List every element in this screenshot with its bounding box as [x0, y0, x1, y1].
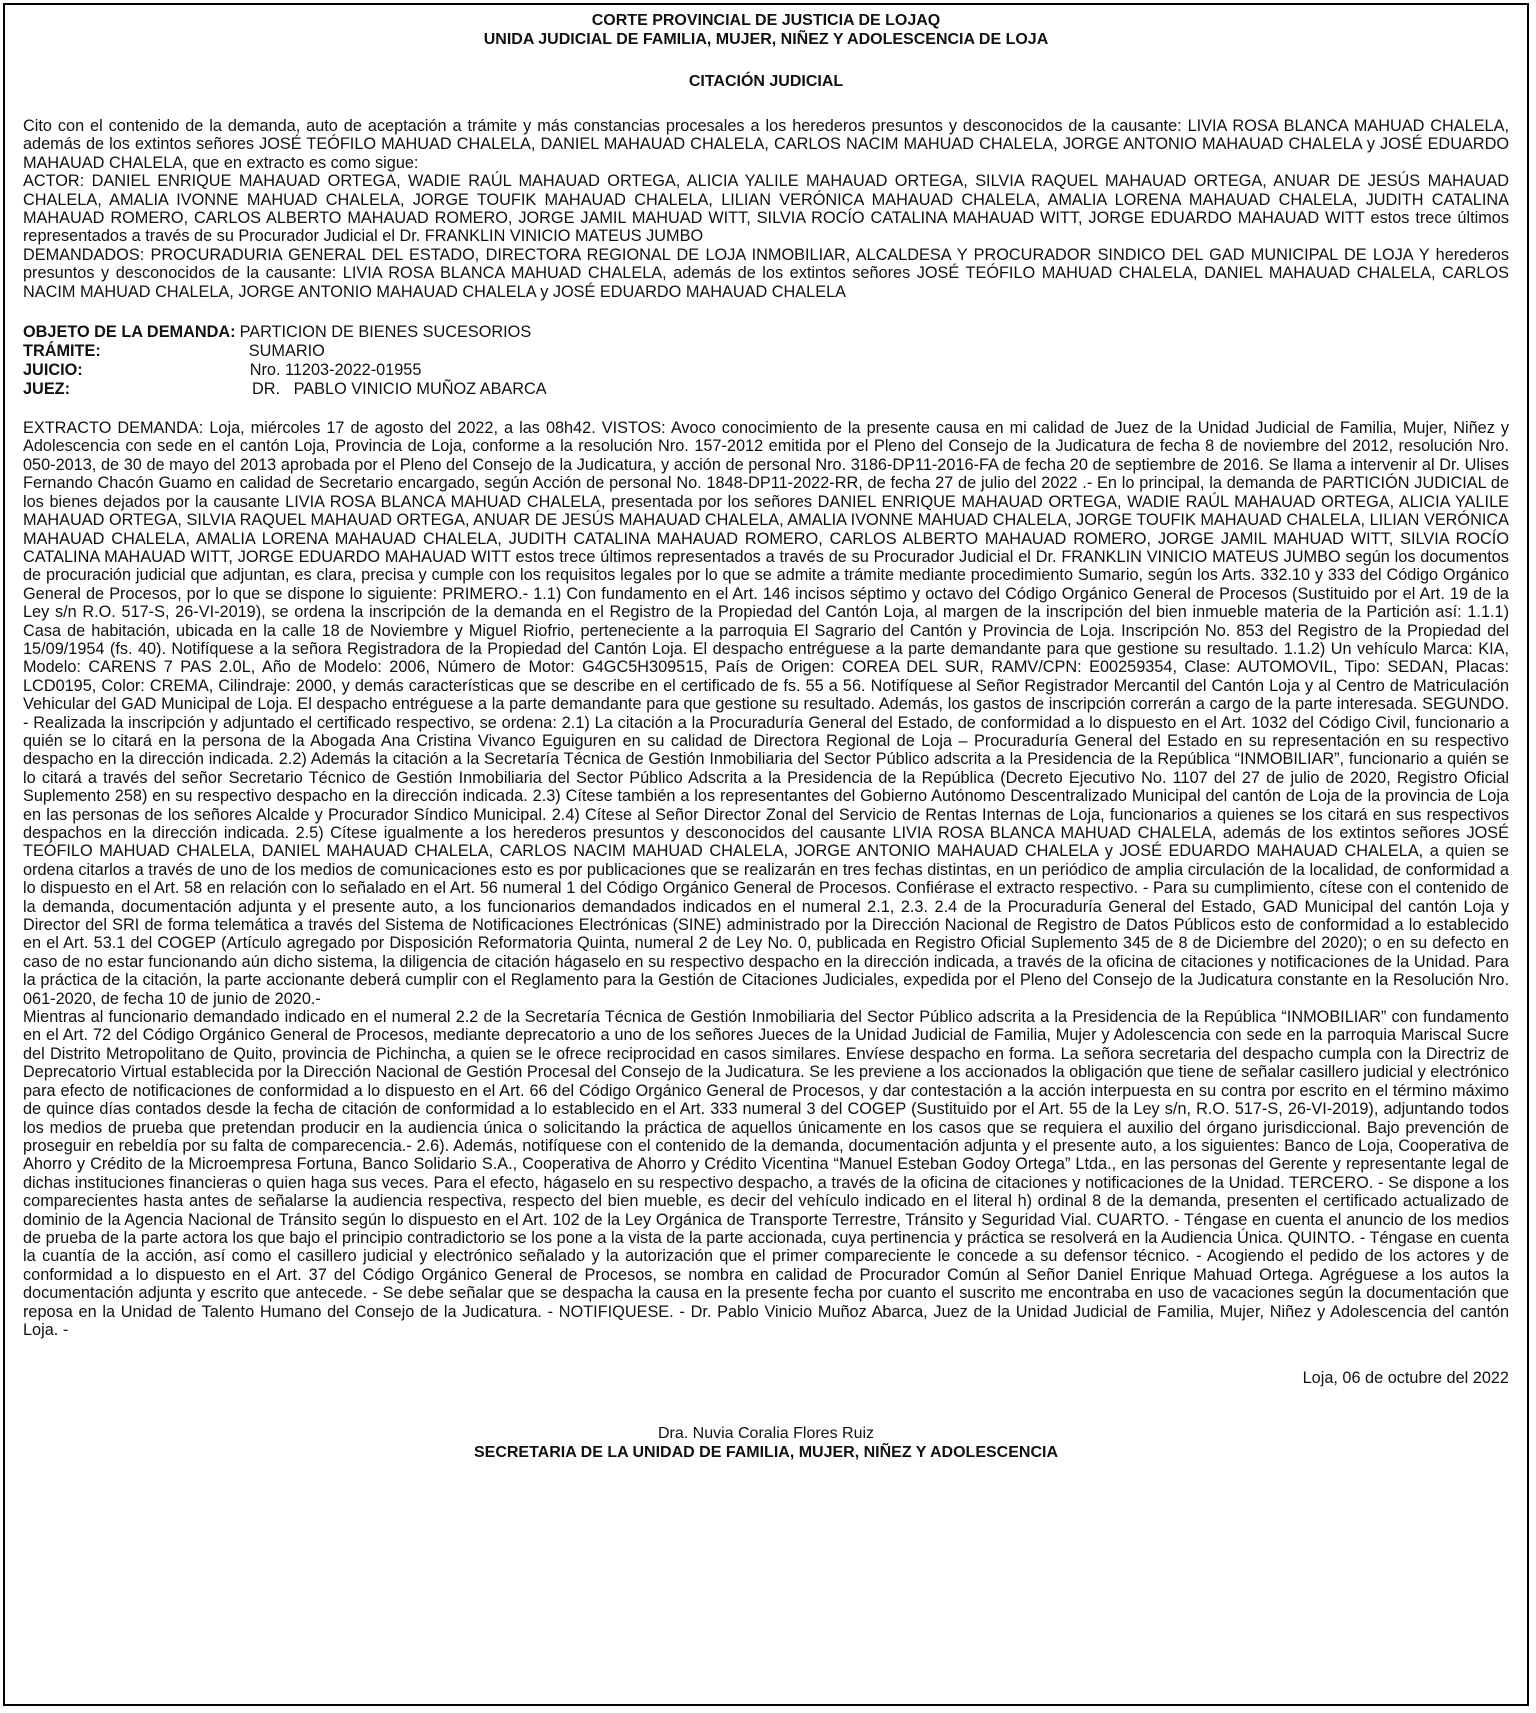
- extract-paragraph-2: Mientras al funcionario demandado indicado en el numeral 2.2 de la Secretaría Técnica de Gestión Inmobiliaria del Sector Público adscrita a la Presidencia de la República “INMOBILIAR” con fundamento en el Art. 72 del Código Orgánico General de Procesos, mediante deprecatorio a uno de los señores Jueces de la Unidad Judicial de Familia, Mujer y Adolescencia con sede en la parroquia Mariscal Sucre del Distrito Metropolitano de Quito, provincia de Pichincha, a quien se le ofrece reciprocidad en casos similares. Envíese despacho en forma. La señora secretaria del despacho cumpla con la Directriz de Deprecatorio Virtual establecida por la Dirección Nacional de Gestión Procesal del Consejo de la Judicatura. Se les previene a los accionados la obligación que tiene de señalar casillero judicial y electrónico para efecto de notificaciones de conformidad a lo dispuesto en el Art. 66 del Código Orgánico General de Procesos, y dar contestación a la acción interpuesta en su contra por escrito en el término máximo de quince días contados desde la fecha de citación de conformidad a lo establecido en el Art. 333 numeral 3 del COGEP (Sustituido por el Art. 55 de la Ley s/n, R.O. 517-S, 26-VI-2019), adjuntando todos los medios de prueba que pretendan producir en la audiencia única o solicitando la práctica de aquellos únicamente en los casos que se requiera el auxilio del órgano jurisdiccional. Bajo prevención de proseguir en rebeldía por su falta de comparecencia.- 2.6). Además, notifíquese con el contenido de la demanda, documentación adjunta y el presente auto, a los siguientes: Banco de Loja, Cooperativa de Ahorro y Crédito de la Microempresa Fortuna, Banco Solidario S.A., Cooperativa de Ahorro y Crédito Vicentina “Manuel Esteban Godoy Ortega” Ltda., en las personas del Gerente y representante legal de dichas instituciones financieras o quien haga sus veces. Para el efecto, hágaselo en su respectivo despacho, a través de la oficina de citaciones y notificaciones de la Unidad. TERCERO. - Se dispone a los comparecientes hasta antes de señalarse la audiencia respectiva, respecto del bien mueble, es decir del vehículo indicado en el literal h) ordinal 8 de la demanda, presenten el certificado actualizado de dominio de la Agencia Nacional de Tránsito según lo dispuesto en el Art. 102 de la Ley Orgánica de Transporte Terrestre, Tránsito y Seguridad Vial. CUARTO. - Téngase en cuenta el anuncio de los medios de prueba de la parte actora los que bajo el principio contradictorio se los pone a la vista de la parte accionada, cuya pertinencia y práctica se resolverá en la Audiencia Única. QUINTO. - Téngase en cuenta la cuantía de la acción, así como el casillero judicial y electrónico señalado y la autorización que el primer compareciente le concede a su defensor técnico. - Acogiendo el pedido de los actores y de conformidad a lo dispuesto en el Art. 37 del Código Orgánico General de Procesos, se nombra en calidad de Procurador Común al Señor Daniel Enrique Mahuad Ortega. Agréguese a los autos la documentación adjunta y escrito que antecede. - Se debe señalar que se despacha la causa en la presente fecha por cuanto el suscrito me encontraba en uso de vacaciones según la documentación que reposa en la Unidad de Talento Humano del Consejo de la Judicatura. - NOTIFIQUESE. - Dr. Pablo Vinicio Muñoz Abarca, Juez de la Unidad Judicial de Familia, Mujer, Niñez y Adolescencia del cantón Loja. -: [23, 1008, 1509, 1339]
- signature-block: [23, 1424, 1509, 1462]
- intro-section: [23, 117, 1509, 301]
- extract-paragraph-1: EXTRACTO DEMANDA: Loja, miércoles 17 de agosto del 2022, a las 08h42. VISTOS: Avoco conocimiento de la presente causa en mi calidad de Juez de la Unidad Judicial de Familia, Mujer, Niñez y Adolescencia con sede en el cantón Loja, Provincia de Loja, conforme a la resolución Nro. 157-2012 emitida por el Pleno del Consejo de la Judicatura de fecha 8 de noviembre del 2012, resolución Nro. 050-2013, de 30 de mayo del 2013 aprobada por el Pleno del Consejo de la Judicatura, y acción de personal Nro. 3186-DP11-2016-FA de fecha 20 de septiembre de 2016. Se llama a intervenir al Dr. Ulises Fernando Chacón Guamo en calidad de Secretario encargado, según Acción de personal No. 1848-DP11-2022-RR, de fecha 27 de julio del 2022 .- En lo principal, la demanda de PARTICIÓN JUDICIAL de los bienes dejados por la causante LIVIA ROSA BLANCA MAHUAD CHALELA, presentada por los señores DANIEL ENRIQUE MAHAUAD ORTEGA, WADIE RAÚL MAHAUAD ORTEGA, ALICIA YALILE MAHAUAD ORTEGA, SILVIA RAQUEL MAHAUAD ORTEGA, ANUAR DE JESÚS MAHAUAD CHALELA, AMALIA IVONNE MAHUAD CHALELA, JORGE TOUFIK MAHAUAD CHALELA, LILIAN VERÓNICA MAHAUAD CHALELA, AMALIA LORENA MAHAUAD CHALELA, JUDITH CATALINA MAHAUAD ROMERO, CARLOS ALBERTO MAHAUAD ROMERO, JORGE JAMIL MAHUAD WITT, SILVIA ROCÍO CATALINA MAHAUAD WITT, JORGE EDUARDO MAHAUAD WITT estos trece últimos representados a través de su Procurador Judicial el Dr. FRANKLIN VINICIO MATEUS JUMBO según los documentos de procuración judicial que adjuntan, es clara, precisa y cumple con los requisitos legales por lo que se admite a trámite mediante procedimiento Sumario, según los Arts. 332.10 y 333 del Código Orgánico General de Procesos, por lo que se dispone lo siguiente: PRIMERO.- 1.1) Con fundamento en el Art. 146 incisos séptimo y octavo del Código Orgánico General de Procesos (Sustituido por el Art. 19 de la Ley s/n R.O. 517-S, 26-VI-2019), se ordena la inscripción de la demanda en el Registro de la Propiedad del Cantón Loja, al margen de la inscripción del bien inmueble materia de la Partición así: 1.1.1) Casa de habitación, ubicada en la calle 18 de Noviembre y Miguel Riofrio, perteneciente a la parroquia El Sagrario del Cantón y Provincia de Loja. Inscripción No. 853 del Registro de la Propiedad del 15/09/1954 (fs. 40). Notifíquese a la señora Registradora de la Propiedad del Cantón Loja. El despacho entréguese a la parte demandante para que gestione su resultado. 1.1.2) Un vehículo Marca: KIA, Modelo: CARENS 7 PAS 2.0L, Año de Modelo: 2006, Número de Motor: G4GC5H309515, País de Origen: COREA DEL SUR, RAMV/CPN: E00259354, Clase: AUTOMOVIL, Tipo: SEDAN, Placas: LCD0195, Color: CREMA, Cilindraje: 2000, y demás características que se describe en el certificado de fs. 55 a 56. Notifíquese al Señor Registrador Mercantil del Cantón Loja y al Centro de Matriculación Vehicular del GAD Municipal de Loja. El despacho entréguese a la parte demandante para que gestione su resultado. Además, los gastos de inscripción correrán a cargo de la parte interesada. SEGUNDO. - Realizada la inscripción y adjuntado el certificado respectivo, se ordena: 2.1) La citación a la Procuraduría General del Estado, de conformidad a lo dispuesto en el Art. 1032 del Código Civil, funcionario a quién se lo citará en la persona de la Abogada Ana Cristina Vivanco Eguiguren en su calidad de Directora Regional de Loja – Procuraduría General del Estado en su representación en su respectivo despacho en la dirección indicada. 2.2) Además la citación a la Secretaría Técnica de Gestión Inmobiliaria del Sector Público adscrita a la Presidencia de la República “INMOBILIAR”, funcionario a quién se lo citará a través del señor Secretario Técnico de Gestión Inmobiliaria del Sector Público Adscrita a la Presidencia de la República (Decreto Ejecutivo No. 1107 del 27 de julio de 2020, Registro Oficial Suplemento 258) en su respectivo despacho en la dirección indicada. 2.3) Cítese también a los representantes del Gobierno Autónomo Descentralizado Municipal del cantón de Loja de la provincia de Loja en las personas de los señores Alcalde y Procurador Síndico Municipal. 2.4) Cítese al Señor Director Zonal del Servicio de Rentas Internas de Loja, funcionarios a quienes se los citará en sus respectivos despachos en la dirección indicada. 2.5) Cítese igualmente a los herederos presuntos y desconocidos del causante LIVIA ROSA BLANCA MAHUAD CHALELA, además de los extintos señores JOSÉ TEÓFILO MAHUAD CHALELA, DANIEL MAHAUAD CHALELA, CARLOS NACIM MAHUAD CHALELA, JORGE ANTONIO MAHAUAD CHALELA y JOSÉ EDUARDO MAHAUAD CHALELA, a quien se ordena citarlos a través de uno de los medios de comunicaciones esto es por publicaciones que se realizarán en tres fechas distintas, en un periódico de amplia circulación de la localidad, de conformidad a lo dispuesto en el Art. 58 en relación con lo señalado en el Art. 56 numeral 1 del Código Orgánico General de Procesos. Confiérase el extracto respectivo. - Para su cumplimiento, cítese con el contenido de la demanda, documentación adjunta y el presente auto, a los funcionarios demandados indicados en el numeral 2.1, 2.3. 2.4 de la Procuraduría General del Estado, GAD Municipal del cantón Loja y Director del SRI de forma telemática a través del Sistema de Notificaciones Electrónicas (SINE) administrado por la Dirección Nacional de Registro de Datos Públicos esto de conformidad a lo establecido en el Art. 53.1 del COGEP (Artículo agregado por Disposición Reformatoria Quinta, numeral 2 de Ley No. 0, publicada en Registro Oficial Suplemento 345 de 8 de Diciembre del 2020); o en su defecto en caso de no estar funcionando aún dicho sistema, la diligencia de citación hágaselo en su respectivo despacho en la dirección indicada, a través de la oficina de citaciones y notificaciones de la Unidad. Para la práctica de la citación, la parte accionante deberá cumplir con el Reglamento para la Gestión de Citaciones Judiciales, expedida por el Pleno del Consejo de la Judicatura constante en la Resolución Nro. 061-2020, de fecha 10 de junio de 2020.-: [23, 419, 1509, 1008]
- case-object-row: [23, 323, 1509, 342]
- legal-notice-frame: [3, 3, 1529, 1706]
- unit-name: UNIDA JUDICIAL DE FAMILIA, MUJER, NIÑEZ Y ADOLESCENCIA DE LOJA: [483, 31, 1049, 48]
- court-header: [23, 11, 1509, 49]
- procedure-row: [23, 342, 1509, 361]
- intro-paragraph: Cito con el contenido de la demanda, auto de aceptación a trámite y más constancias procesales a los herederos presuntos y desconocidos de la causante: LIVIA ROSA BLANCA MAHUAD CHALELA, además de los extintos señores JOSÉ TEÓFILO MAHUAD CHALELA, DANIEL MAHAUAD CHALELA, CARLOS NACIM MAHUAD CHALELA, JORGE ANTONIO MAHAUAD CHALELA y JOSÉ EDUARDO MAHAUAD CHALELA, que en extracto es como sigue:: [23, 117, 1509, 172]
- case-number-label: JUICIO:: [23, 361, 83, 380]
- case-details: [23, 323, 1509, 399]
- signatory-office: SECRETARIA DE LA UNIDAD DE FAMILIA, MUJER, NIÑEZ Y ADOLESCENCIA: [473, 1444, 1059, 1462]
- case-object-value: PARTICION DE BIENES SUCESORIOS: [239, 323, 532, 342]
- judge-label: JUEZ:: [23, 380, 71, 399]
- procedure-value: SUMARIO: [248, 342, 325, 361]
- judge-row: [23, 380, 1509, 399]
- case-object-label: OBJETO DE LA DEMANDA:: [23, 323, 236, 342]
- actor-paragraph: ACTOR: DANIEL ENRIQUE MAHAUAD ORTEGA, WADIE RAÚL MAHAUAD ORTEGA, ALICIA YALILE MAHAUAD ORTEGA, SILVIA RAQUEL MAHAUAD ORTEGA, ANUAR DE JESÚS MAHAUAD CHALELA, AMALIA IVONNE MAHUAD CHALELA, JORGE TOUFIK MAHAUAD CHALELA, LILIAN VERÓNICA MAHAUAD CHALELA, AMALIA LORENA MAHAUAD CHALELA, JUDITH CATALINA MAHAUAD ROMERO, CARLOS ALBERTO MAHAUAD ROMERO, JORGE JAMIL MAHUAD WITT, SILVIA ROCÍO CATALINA MAHAUAD WITT, JORGE EDUARDO MAHAUAD WITT estos trece últimos representados a través de su Procurador Judicial el Dr. FRANKLIN VINICIO MATEUS JUMBO: [23, 172, 1509, 246]
- signatory-name: Dra. Nuvia Coralia Flores Ruiz: [657, 1425, 875, 1443]
- court-name: CORTE PROVINCIAL DE JUSTICIA DE LOJAQ: [591, 12, 941, 29]
- case-number-value: Nro. 11203-2022-01955: [249, 361, 422, 380]
- case-number-row: [23, 361, 1509, 380]
- defendants-paragraph: DEMANDADOS: PROCURADURIA GENERAL DEL ESTADO, DIRECTORA REGIONAL DE LOJA INMOBILIAR, ALCALDESA Y PROCURADOR SINDICO DEL GAD MUNICIPAL DE LOJA Y herederos presuntos y desconocidos de la causante: LIVIA ROSA BLANCA MAHUAD CHALELA, además de los extintos señores JOSÉ TEÓFILO MAHUAD CHALELA, DANIEL MAHAUAD CHALELA, CARLOS NACIM MAHUAD CHALELA, JORGE ANTONIO MAHAUAD CHALELA y JOSÉ EDUARDO MAHAUAD CHALELA: [23, 245, 1509, 301]
- extract-section: [23, 419, 1509, 1339]
- issue-date: Loja, 06 de octubre del 2022: [1302, 1369, 1509, 1388]
- judge-value: DR. PABLO VINICIO MUÑOZ ABARCA: [252, 380, 547, 399]
- procedure-label: TRÁMITE:: [23, 342, 101, 361]
- notice-title: CITACIÓN JUDICIAL: [688, 73, 844, 90]
